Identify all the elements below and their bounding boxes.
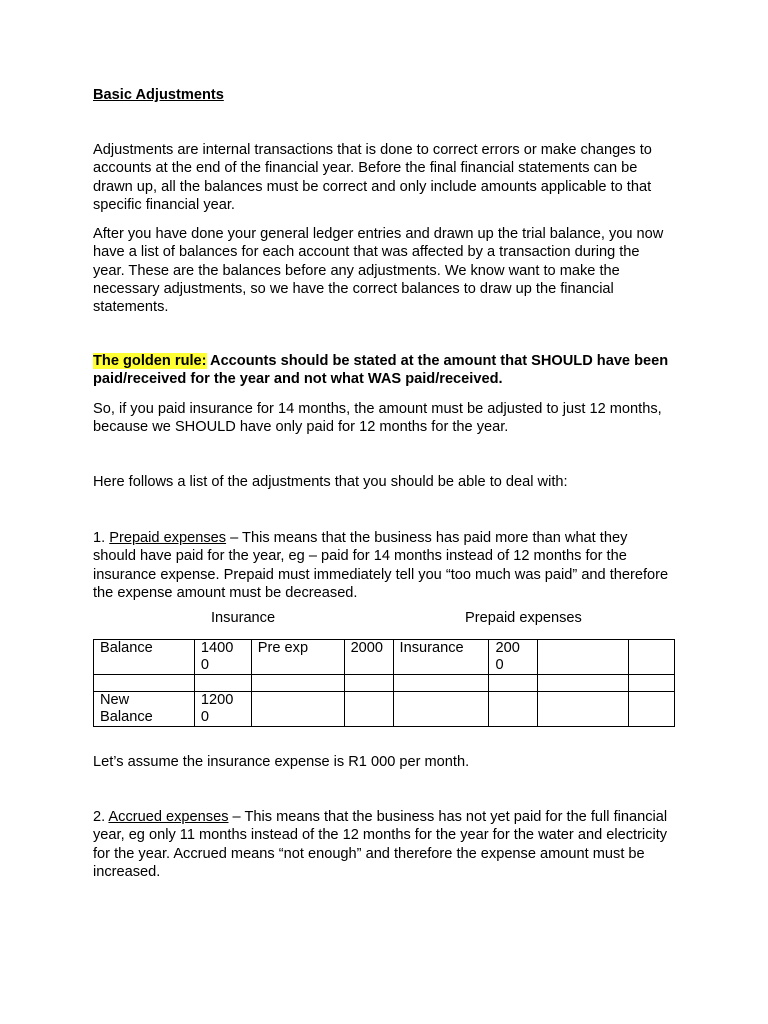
golden-rule-text: Accounts should be stated at the amount that SHOULD have been paid/received for the year and not what WAS paid/received. [93, 353, 669, 388]
prepaid-expenses-item [93, 529, 673, 602]
cell-text: 200 0 [495, 640, 520, 673]
table-cell [194, 692, 251, 727]
prepaid-ledger-caption: Prepaid expenses [465, 610, 582, 626]
table-cell [94, 640, 195, 675]
prepaid-expenses-term: Prepaid expenses [109, 530, 227, 546]
accrued-expenses-item [93, 808, 673, 881]
table-cell [194, 640, 251, 675]
list-intro: Here follows a list of the adjustments that you should be able to deal with: [93, 474, 568, 490]
table-cell [629, 675, 675, 692]
table-cell [393, 675, 489, 692]
cell-text: New Balance [100, 692, 153, 725]
table-cell [538, 692, 629, 727]
intro-paragraph-2: After you have done your general ledger entries and drawn up the trial balance, you now have a list of balances for each account that was affected by a transaction during the year. These are the balances before any adjustments. We know want to make the necessary adjustments, so we have the correct balances to draw up the financial statements. [93, 226, 664, 316]
golden-rule-label: The golden rule: [93, 353, 207, 369]
assumption-text: Let’s assume the insurance expense is R1 000 per month. [93, 754, 470, 770]
table-cell [393, 692, 489, 727]
table-cell [489, 640, 538, 675]
item-number: 1. [93, 530, 110, 546]
table-cell [251, 675, 344, 692]
cell-text: 2000 [350, 640, 384, 656]
accrued-expenses-description: – This means that the business has not yet paid for the full financial year, eg only 11 months instead of the 12 months for the year for the water and electricity for the year. Accrued means “not enough” and therefore the expense amount must be increased. [93, 809, 668, 880]
table-cell [344, 692, 393, 727]
table-cell [489, 692, 538, 727]
table-cell [94, 675, 195, 692]
table-cell [538, 675, 629, 692]
table-cell [538, 640, 629, 675]
golden-rule-paragraph [93, 352, 673, 389]
table-row [94, 692, 675, 727]
ledger-table [93, 639, 675, 727]
table-cell [629, 692, 675, 727]
table-cell [251, 640, 344, 675]
cell-text: 1400 0 [200, 640, 234, 673]
page-title: Basic Adjustments [93, 87, 224, 103]
table-cell [393, 640, 489, 675]
cell-text: 1200 0 [200, 692, 234, 725]
table-cell [629, 640, 675, 675]
table-cell [344, 675, 393, 692]
table-cell [251, 692, 344, 727]
insurance-ledger-caption: Insurance [211, 610, 276, 626]
example-paragraph: So, if you paid insurance for 14 months, the amount must be adjusted to just 12 months, because we SHOULD have only paid for 12 months for the year. [93, 401, 662, 436]
table-cell [94, 692, 195, 727]
item-number: 2. [93, 809, 109, 825]
prepaid-expenses-description: – This means that the business has paid more than what they should have paid for the year, eg – paid for 14 months instead of 12 months for the insurance expense. Prepaid must immediately tell you “too much was paid” and therefore the expense amount must be decreased. [93, 530, 669, 601]
table-row [94, 675, 675, 692]
table-cell [194, 675, 251, 692]
intro-paragraph-1: Adjustments are internal transactions that is done to correct errors or make changes to accounts at the end of the financial year. Before the final financial statements can be drawn up, all the balances must be correct and only include amounts applicable to that specific financial year. [93, 142, 652, 213]
accrued-expenses-term: Accrued expenses [108, 809, 229, 825]
cell-text: Balance [100, 640, 153, 656]
table-cell [344, 640, 393, 675]
table-cell [489, 675, 538, 692]
cell-text: Pre exp [257, 640, 309, 656]
table-row [94, 640, 675, 675]
cell-text: Insurance [399, 640, 464, 656]
